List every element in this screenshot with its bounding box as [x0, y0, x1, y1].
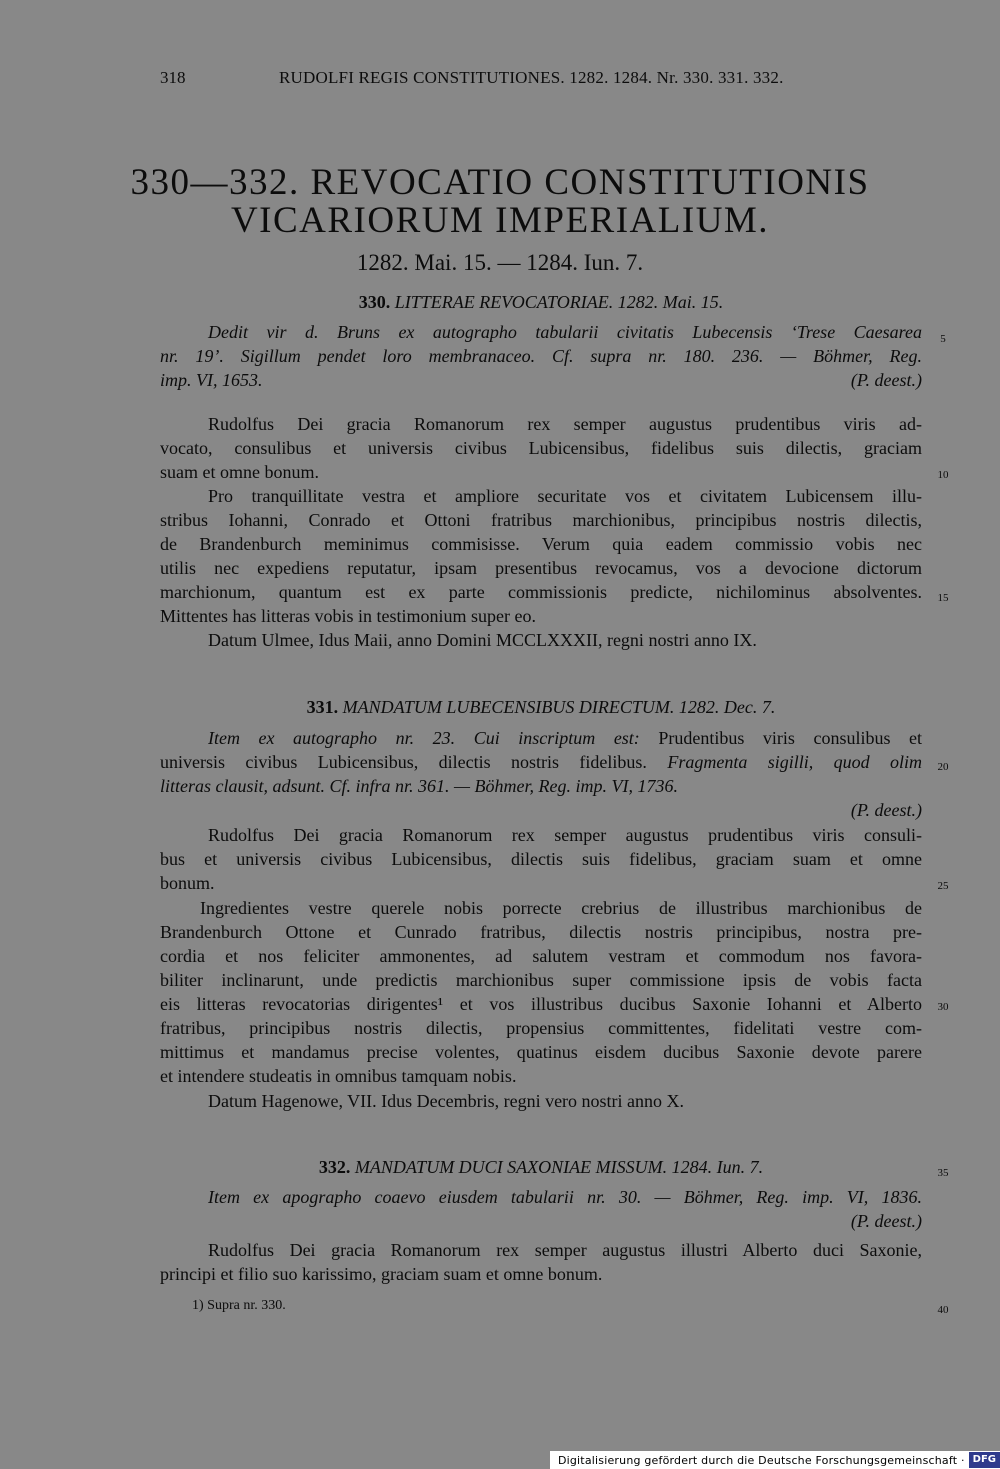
main-title-line-2: VICARIORUM IMPERIALIUM.: [230, 200, 770, 241]
source-note-italic: Item ex autographo nr. 23. Cui inscriptum est:: [208, 728, 640, 748]
address-text: universis civibus Lubicensibus, dilectis nostris fidelibus.: [160, 752, 647, 772]
text-line: de Brandenburch meminimus commisisse. Verum quia eadem commissio vobis nec: [160, 534, 922, 554]
source-note-line: nr. 19’. Sigillum pendet loro membranaceo. Cf. supra nr. 180. 236. — Böhmer, Reg.: [160, 346, 922, 366]
footnote: 1) Supra nr. 330.: [192, 1298, 286, 1313]
text-line: vocato, consulibus et universis civibus Lubicensibus, fidelibus suis dilectis, graciam: [160, 438, 922, 458]
section-title: MANDATUM LUBECENSIBUS DIRECTUM. 1282. Dec. 7.: [342, 697, 776, 717]
text-line: stribus Iohanni, Conrado et Ottoni fratribus marchionibus, principibus nostris dilectis,: [160, 510, 922, 530]
text-line: bonum.: [160, 873, 215, 893]
text-line: mittimus et mandamus precise volentes, quatinus eisdem ducibus Saxonie devote parere: [160, 1042, 922, 1062]
source-note-line: Item ex apographo coaevo eiusdem tabularii nr. 30. — Böhmer, Reg. imp. VI, 1836.: [208, 1187, 922, 1207]
deest-note: (P. deest.): [850, 370, 922, 390]
text-line: eis litteras revocatorias dirigentes¹ et vos illustribus ducibus Saxonie Iohanni et Alberto: [160, 994, 922, 1014]
section-330-heading: [160, 292, 922, 313]
running-header: [0, 68, 1000, 92]
text-line: principi et filio suo karissimo, graciam suam et omne bonum.: [160, 1264, 603, 1284]
text-line: Rudolfus Dei gracia Romanorum rex semper augustus illustri Alberto duci Saxonie,: [208, 1240, 922, 1260]
address-text: Prudentibus viris consulibus et: [658, 728, 922, 748]
margin-line-number: 15: [937, 592, 949, 604]
margin-line-number: 5: [940, 333, 946, 345]
deest-note: (P. deest.): [850, 1211, 922, 1231]
margin-line-number: 40: [937, 1304, 949, 1316]
margin-line-number: 30: [937, 1001, 949, 1013]
source-note-line: Dedit vir d. Bruns ex autographo tabularii civitatis Lubecensis ‘Trese Caesarea: [208, 322, 922, 342]
dfg-logo: DFG: [969, 1452, 1000, 1468]
page-number: 318: [160, 68, 186, 87]
text-line: marchionum, quantum est ex parte commissionis predicte, nichilominus absolventes.: [160, 582, 922, 602]
section-title: MANDATUM DUCI SAXONIAE MISSUM. 1284. Iun. 7.: [354, 1157, 764, 1177]
section-number: 331.: [306, 697, 339, 717]
title-dates: 1282. Mai. 15. — 1284. Iun. 7.: [356, 250, 644, 275]
running-title: RUDOLFI REGIS CONSTITUTIONES. 1282. 1284. Nr. 330. 331. 332.: [279, 68, 784, 87]
source-note-line: litteras clausit, adsunt. Cf. infra nr. 361. — Böhmer, Reg. imp. VI, 1736.: [160, 776, 679, 796]
deest-note: (P. deest.): [850, 800, 922, 820]
text-line: utilis nec expediens reputatur, ipsam presentibus revocamus, vos a devocione dictorum: [160, 558, 922, 578]
source-note-line: [160, 750, 922, 774]
text-line: fratribus, principibus nostris dilectis, propensius committentes, fidelitati vestre com-: [160, 1018, 922, 1038]
dating-clause: Datum Hagenowe, VII. Idus Decembris, regni vero nostri anno X.: [208, 1091, 685, 1111]
source-note-italic: Fragmenta sigilli, quod olim: [667, 752, 923, 772]
source-note-line: imp. VI, 1653.: [160, 370, 263, 390]
text-line: Brandenburch Ottone et Cunrado fratribus, dilectis nostris principibus, nostra pre-: [160, 922, 922, 942]
text-line: bus et universis civibus Lubicensibus, dilectis suis fidelibus, graciam suam et omne: [160, 849, 922, 869]
text-line: biliter inclinarunt, unde predictis marchionibus super commissione ipsis de vobis facta: [160, 970, 922, 990]
text-line: cordia et nos feliciter ammonentes, ad salutem vestram et commodum nos favora-: [160, 946, 922, 966]
section-number: 332.: [318, 1157, 351, 1177]
text-line: Pro tranquillitate vestra et ampliore securitate vos et civitatem Lubicensem illu-: [208, 486, 922, 506]
funding-footer: [550, 1451, 1000, 1469]
section-331-heading: [160, 697, 922, 718]
text-line: suam et omne bonum.: [160, 462, 319, 482]
margin-line-number: 25: [937, 880, 949, 892]
text-line: et intendere studeatis in omnibus tamquam nobis.: [160, 1066, 517, 1086]
text-line: Rudolfus Dei gracia Romanorum rex semper augustus prudentibus viris consuli-: [208, 825, 922, 845]
section-number: 330.: [358, 292, 391, 312]
text-line: Ingredientes vestre querele nobis porrecte crebrius de illustribus marchionibus de: [200, 898, 922, 918]
text-line: Rudolfus Dei gracia Romanorum rex semper augustus prudentibus viris ad-: [208, 414, 922, 434]
margin-line-number: 10: [937, 469, 949, 481]
source-note-line: [208, 726, 922, 750]
funding-text: Digitalisierung gefördert durch die Deutsche Forschungsgemeinschaft ·: [557, 1453, 965, 1467]
text-line: Mittentes has litteras vobis in testimonium super eo.: [160, 606, 536, 626]
margin-line-number: 20: [937, 761, 949, 773]
margin-line-number: 35: [937, 1167, 949, 1179]
main-title-line-1: 330—332. REVOCATIO CONSTITUTIONIS: [130, 162, 870, 203]
section-332-heading: [160, 1157, 922, 1178]
section-title: LITTERAE REVOCATORIAE. 1282. Mai. 15.: [394, 292, 724, 312]
dating-clause: Datum Ulmee, Idus Maii, anno Domini MCCLXXXII, regni nostri anno IX.: [208, 630, 757, 650]
